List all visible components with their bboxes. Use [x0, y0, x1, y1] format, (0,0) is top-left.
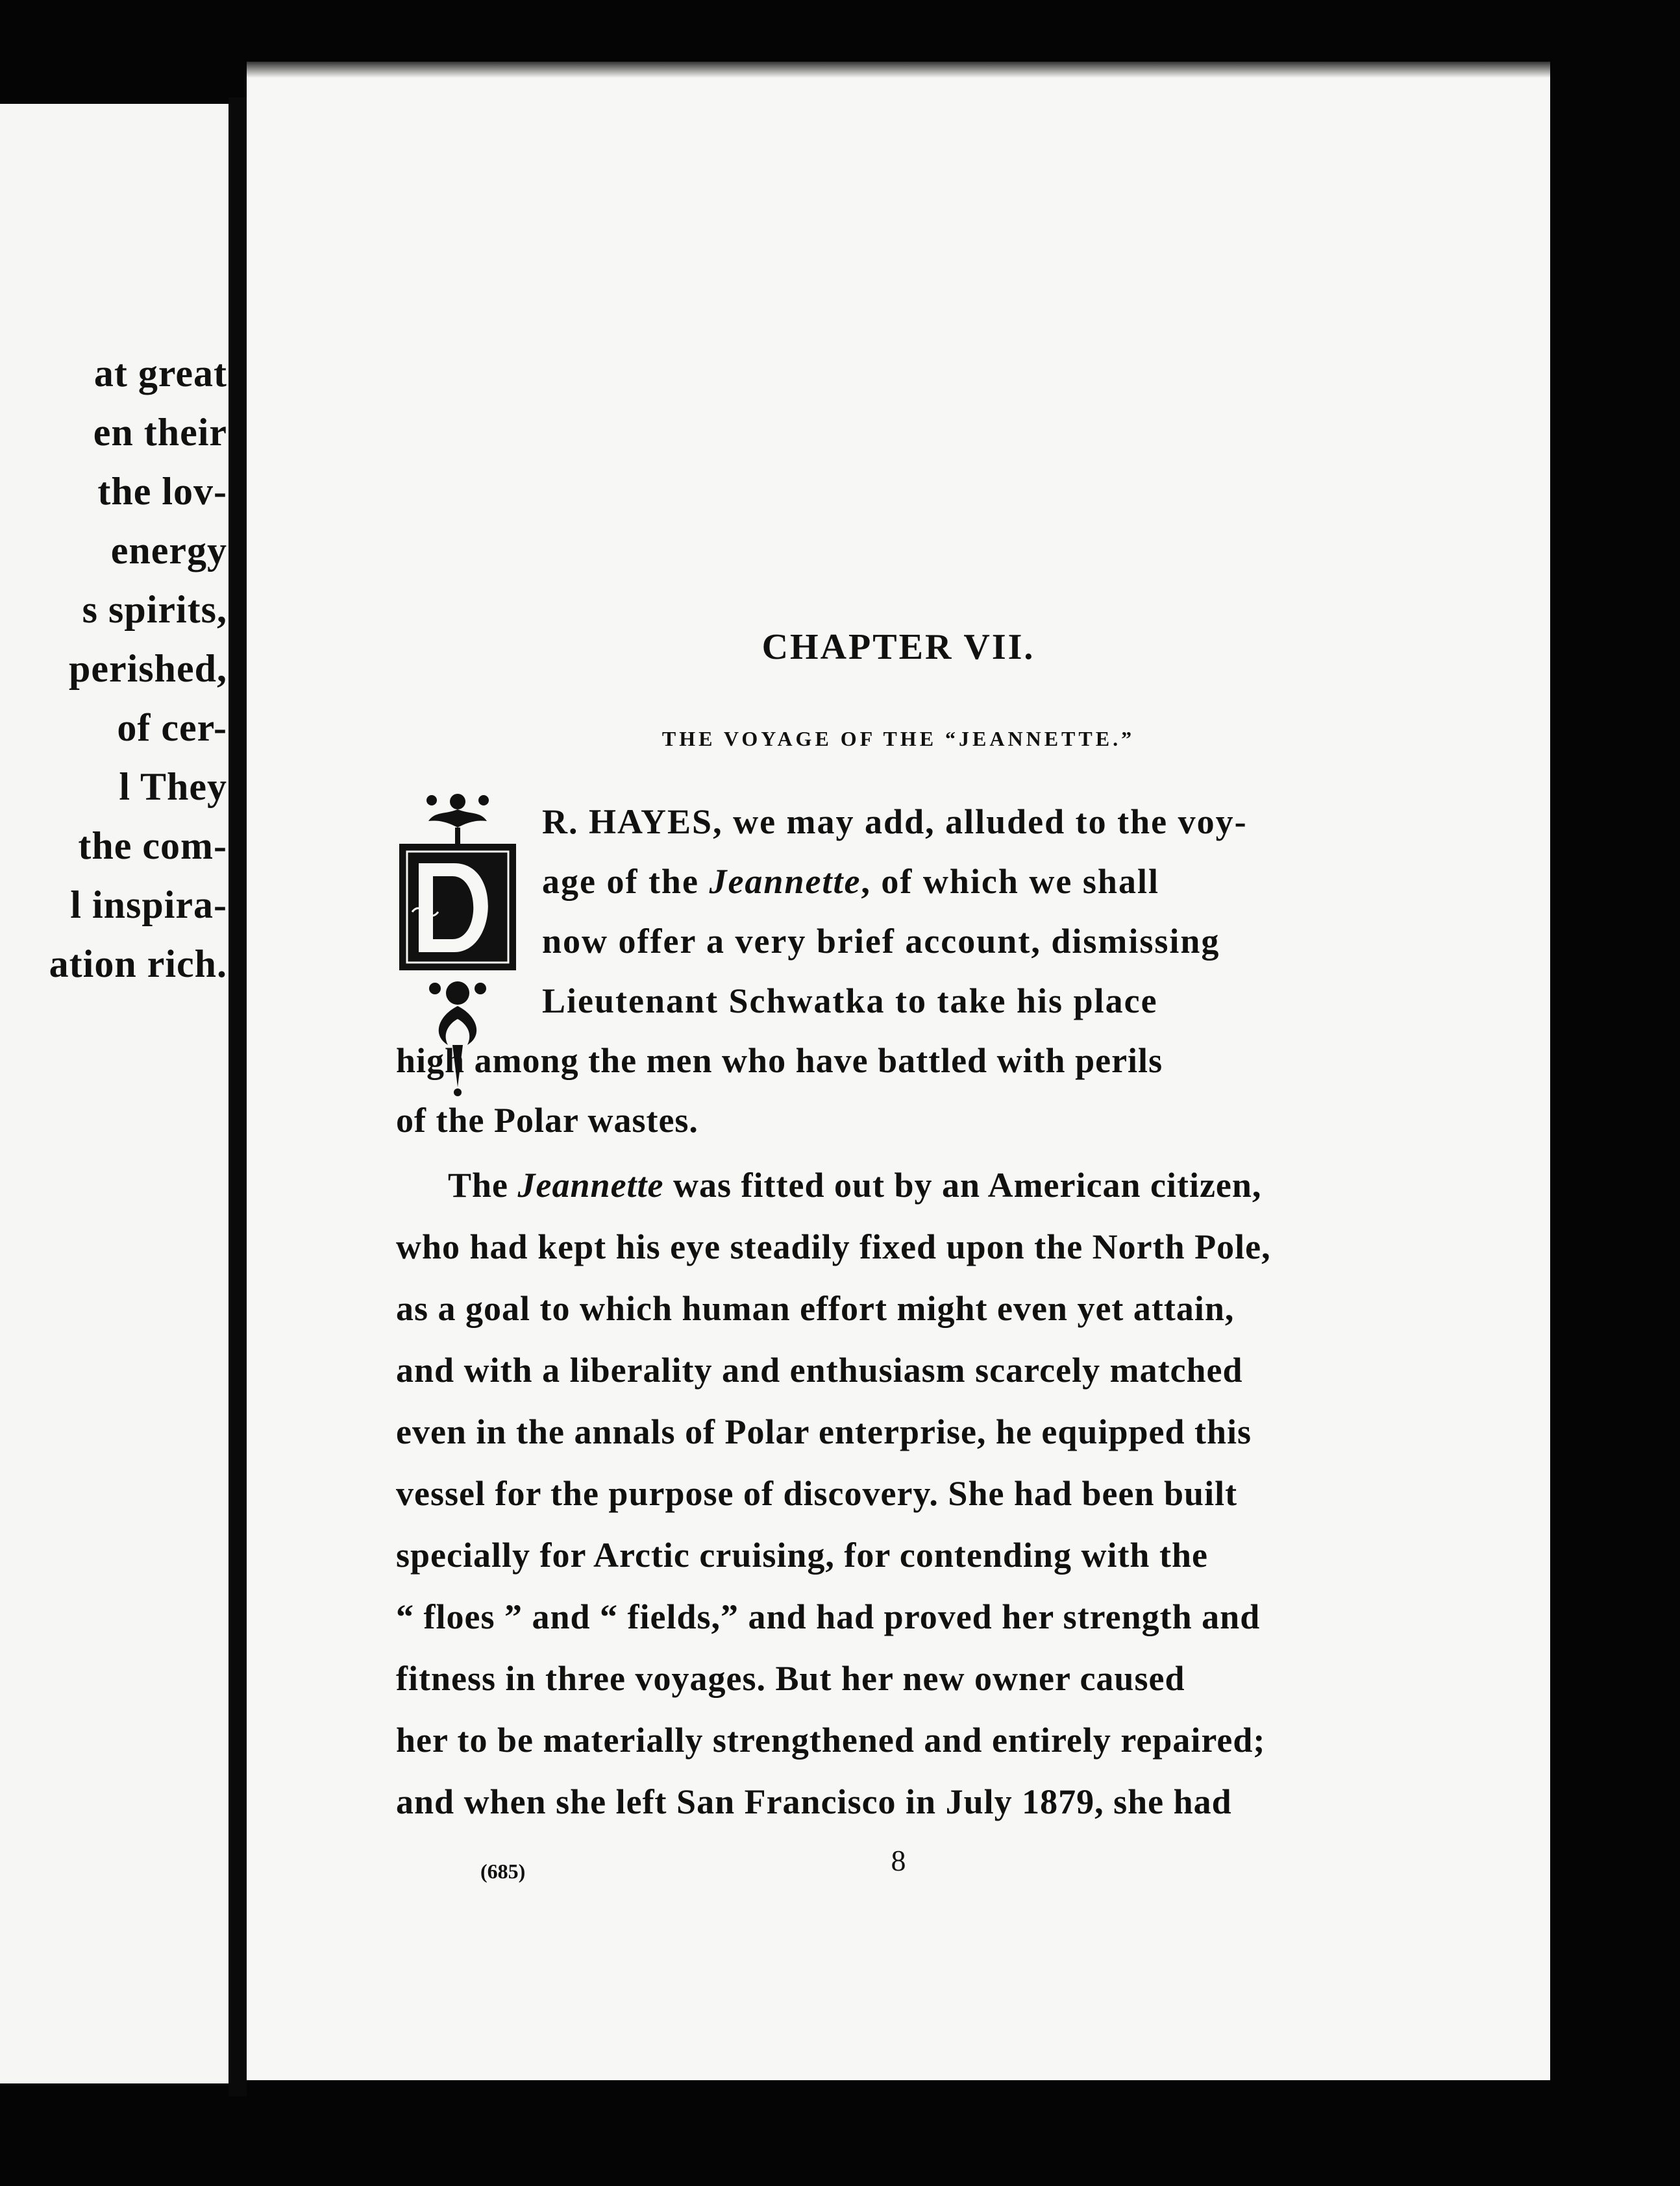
left-text-line: l inspira-	[70, 883, 227, 926]
body-text-line: and when she left San Francisco in July 1879, she had	[396, 1782, 1232, 1821]
left-text-line: at great	[93, 352, 227, 395]
body-text-line: vessel for the purpose of discovery. She had been built	[396, 1474, 1238, 1513]
lead-text-line: Lieutenant Schwatka to take his place	[542, 981, 1158, 1020]
body-text-line: as a goal to which human effort might even yet attain,	[396, 1289, 1235, 1328]
page-edge-shadow	[247, 62, 1550, 78]
right-page	[247, 62, 1550, 2080]
left-text-line: the lov-	[97, 470, 227, 513]
left-page	[0, 104, 229, 2083]
left-page-text	[0, 344, 227, 994]
left-text-line: en their	[93, 411, 227, 454]
left-text-line: of cer-	[117, 706, 227, 749]
chapter-subtitle: THE VOYAGE OF THE “JEANNETTE.”	[661, 727, 1135, 750]
body-text-line: fitness in three voyages. But her new owner caused	[396, 1659, 1185, 1698]
body-text-line: “ floes ” and “ fields,” and had proved her strength and	[396, 1597, 1261, 1636]
book-spine-gutter	[229, 97, 247, 2096]
body-text-line: of the Polar wastes.	[396, 1101, 698, 1140]
body-text-line: even in the annals of Polar enterprise, he equipped this	[396, 1412, 1252, 1451]
lead-text-line: now offer a very brief account, dismissing	[542, 922, 1220, 961]
left-text-line: the com-	[78, 824, 227, 867]
chapter-title: CHAPTER VII.	[761, 627, 1035, 667]
left-text-line: ation rich.	[49, 942, 227, 985]
page-number: 8	[891, 1844, 906, 1877]
left-text-line: l They	[119, 765, 227, 808]
body-text-line: The Jeannette was fitted out by an American citizen,	[448, 1166, 1262, 1205]
body-text-line: and with a liberality and enthusiasm scarcely matched	[396, 1351, 1243, 1390]
body-text-line: high among the men who have battled with perils	[396, 1041, 1163, 1080]
left-text-line: s spirits,	[82, 588, 227, 631]
svg-text:D: D	[455, 926, 460, 933]
lead-text-line: age of the Jeannette, of which we shall	[542, 862, 1159, 901]
body-text-line: her to be materially strengthened and entirely repaired;	[396, 1721, 1266, 1760]
left-text-line: perished,	[68, 647, 227, 690]
body-text-line: specially for Arctic cruising, for contending with the	[396, 1536, 1208, 1575]
lead-text-line: R. HAYES, we may add, alluded to the voy-	[542, 802, 1248, 841]
body-text-line: who had kept his eye steadily fixed upon the North Pole,	[396, 1227, 1271, 1266]
drop-cap-top-flourish-icon	[426, 794, 489, 844]
left-text-line: energy	[110, 529, 227, 572]
folio-mark: (685)	[480, 1860, 526, 1883]
